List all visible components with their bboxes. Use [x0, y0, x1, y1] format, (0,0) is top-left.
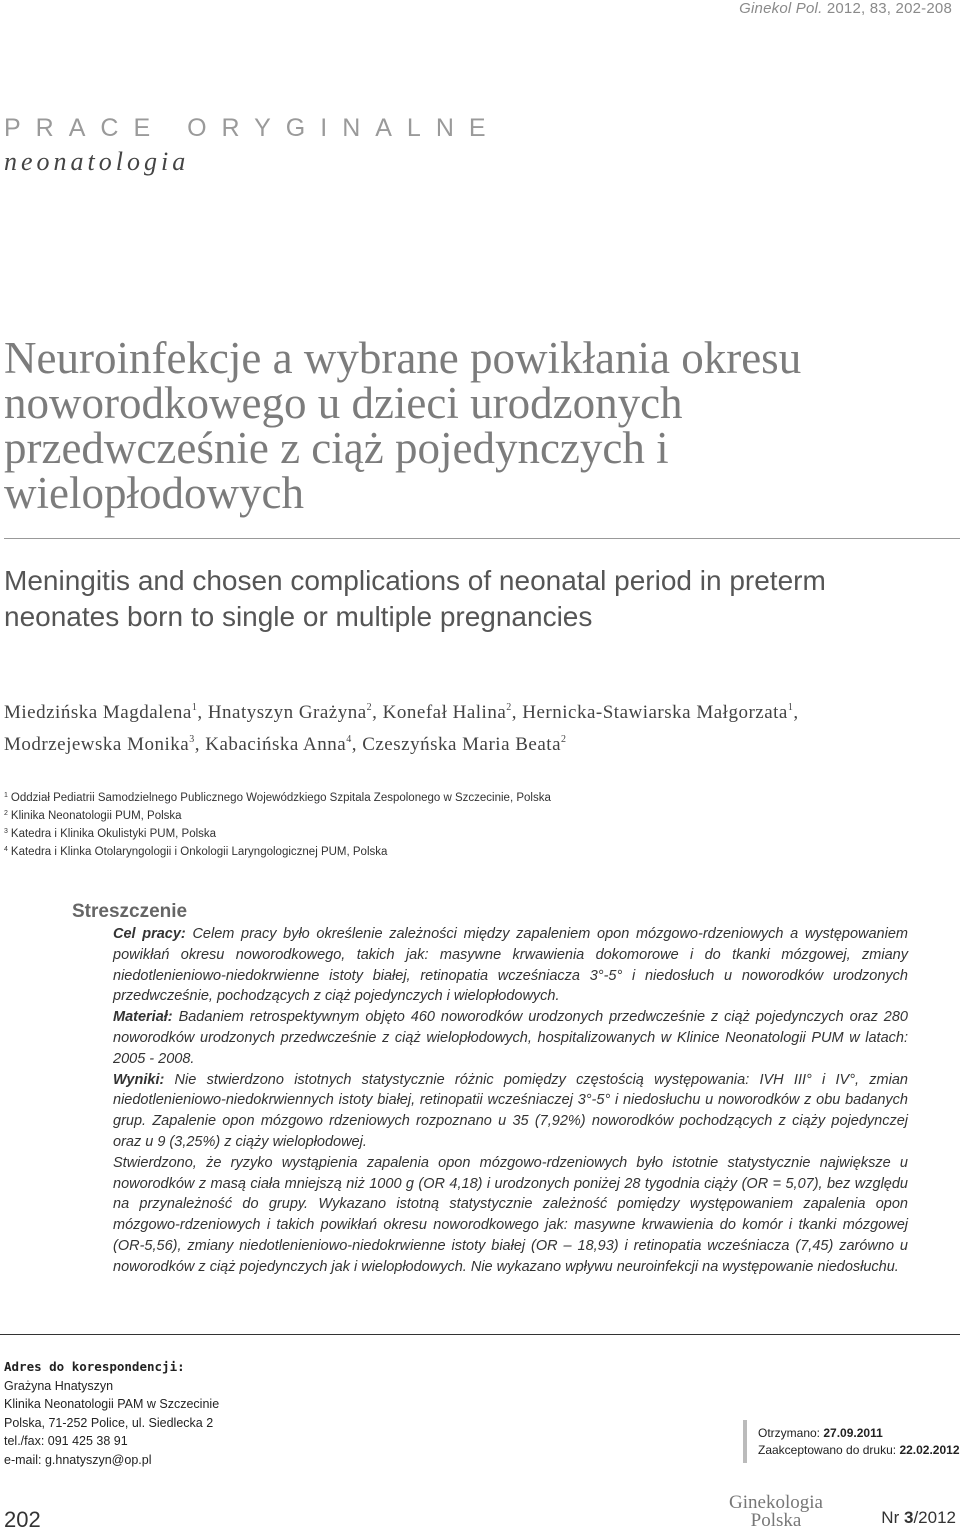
abstract-text: Badaniem retrospektywnym objęto 460 noworodków urodzonych przedwcześnie z ciąż pojedynczych oraz 280 noworodków urodzonych przedwcześnie z ciąż wielopłodowych, hospitalizowanych w Klinice Neonatologii PUM w latach: 2005 - 2008. — [113, 1009, 908, 1067]
affiliation-number: 3 — [4, 828, 8, 835]
journal-name: Ginekol Pol. — [739, 0, 823, 17]
affiliation-item — [4, 842, 551, 860]
abstract-text: Celem pracy było określenie zależności między zapaleniem opon mózgowo-rdzeniowych a występowaniem powikłań okresu noworodkowego, takich jak: masywne krwawienia dokomorowe i do tkanki mózgowej, zmiany niedotlenieniowo-niedokrwienne istoty białej, retinopatia wcześniacza 3°-5° i niedosłuch u noworodków urodzonych przedwcześnie, pochodzących z ciąż pojedynczych i wielopłodowych. — [113, 926, 908, 1005]
page-number: 202 — [4, 1507, 41, 1532]
logo-line: Ginekologia — [729, 1492, 823, 1513]
affiliation-text: Oddział Pediatrii Samodzielnego Publicznego Wojewódzkiego Szpitala Zespolonego w Szczecinie, Polska — [10, 792, 551, 804]
author-separator: , — [793, 702, 799, 723]
affiliation-number: 4 — [4, 846, 8, 853]
abstract-paragraph-results — [113, 1070, 908, 1153]
author-name: Hnatyszyn Grażyna — [207, 702, 367, 723]
section-label: PRACE ORYGINALNE — [4, 114, 501, 142]
journal-volume-pages: 2012, 83, 202-208 — [826, 0, 952, 17]
correspondence-heading: Adres do korespondencji: — [4, 1359, 185, 1374]
issue-num: 3 — [903, 1508, 914, 1527]
issue-label: Nr — [881, 1508, 900, 1527]
title-divider — [4, 538, 960, 539]
author-separator: , — [197, 702, 208, 723]
correspondence-line: Grażyna Hnatyszyn — [4, 1378, 114, 1393]
issue-year: /2012 — [913, 1508, 956, 1527]
correspondence-line: tel./fax: 091 425 38 91 — [4, 1434, 128, 1448]
affiliation-text: Katedra i Klinika Okulistyki PUM, Polska — [10, 828, 217, 840]
correspondence-line: Klinika Neonatologii PAM w Szczecinie — [4, 1397, 220, 1411]
affiliation-item — [4, 824, 551, 842]
author-affiliation: 2 — [561, 734, 567, 745]
footer-divider — [0, 1334, 960, 1335]
author — [383, 702, 523, 723]
article-title-english: Meningitis and chosen complications of neonatal period in preterm neonates born to single or multiple pregnancies — [4, 565, 826, 632]
article-title-polish: Neuroinfekcje a wybrane powikłania okresu noworodkowego u dzieci urodzonych przedwcześnie z ciąż pojedynczych i wielopłodowych — [4, 333, 802, 518]
received-date-row — [758, 1425, 960, 1442]
author-affiliation: 3 — [189, 734, 195, 745]
affiliation-text: Katedra i Klinka Otolaryngologii i Onkologii Laryngologicznej PUM, Polska — [10, 846, 388, 858]
accepted-date-row — [758, 1442, 960, 1459]
author — [4, 734, 205, 755]
accepted-date: 22.02.2012 — [899, 1443, 960, 1457]
author-separator: , — [194, 734, 206, 755]
author-name: Modrzejewska Monika — [4, 734, 190, 755]
affiliation-list — [4, 788, 551, 860]
author-affiliation: 2 — [506, 702, 512, 713]
dates-accent-bar — [743, 1420, 747, 1463]
dates-block — [758, 1425, 960, 1459]
author — [362, 734, 566, 755]
abstract-paragraph-material — [113, 1007, 908, 1069]
affiliation-number: 1 — [4, 792, 8, 799]
author-name: Czeszyńska Maria Beata — [362, 734, 562, 755]
author — [4, 702, 208, 723]
author-affiliation: 1 — [787, 702, 794, 713]
author — [522, 702, 798, 723]
abstract-text: Stwierdzono, że ryzyko wystąpienia zapalenia opon mózgowo-rdzeniowych było istotnie statystycznie największe u noworodków z masą ciała mniejszą niż 1000 g (OR 4,18) i urodzonych poniżej 28 tygodnia ciąży (OR = 5,07), bez względu na przynależność do grupy. Wykazano istotną statystycznie zależność pomiędzy występowaniem zapalenia opon mózgowo-rdzeniowych i takich powikłań okresu noworodkowego jak: masywne krwawienia do komór i tkanki mózgowej (OR-5,56), zmiany niedotlenieniowo-niedokrwienne istoty białej (OR – 18,93) i retinopatia wcześniacza (7,45) zarówno u noworodków z ciąż pojedynczych jak i wielopłodowych. Nie wykazano wpływu neuroinfekcji na występowanie niedosłuchu. — [113, 1154, 908, 1275]
subsection-label: neonatologia — [4, 147, 190, 176]
abstract-body — [113, 924, 908, 1278]
author-separator: , — [372, 702, 383, 723]
abstract-label: Materiał: — [113, 1009, 173, 1026]
accepted-label: Zaakceptowano do druku: — [758, 1443, 897, 1457]
received-date: 27.09.2011 — [823, 1426, 883, 1440]
correspondence-line: Polska, 71-252 Police, ul. Siedlecka 2 — [4, 1415, 214, 1430]
abstract-label: Cel pracy: — [113, 926, 186, 942]
affiliation-item — [4, 788, 551, 806]
author-separator: , — [351, 734, 363, 755]
logo-line: Polska — [750, 1510, 802, 1531]
abstract-text: Nie stwierdzono istotnych statystycznie różnic pomiędzy częstością występowania: IVH III° i IV°, zmian niedotlenieniowo-niedokrwiennych istoty białej, retinopatii wcześniaczej 3°-5° i niedosłuchu u noworodków z obu badanych grup. Zapalenie opon mózgowo rdzeniowych rozpoznano u 35 (7,92%) noworodków pochodzących z ciąży pojedynczej oraz u 9 (3,25%) z ciąży wielopłodowej. — [113, 1071, 908, 1150]
issue-number — [881, 1508, 956, 1528]
abstract-paragraph-aim — [113, 924, 908, 1007]
journal-reference — [739, 0, 952, 17]
abstract-paragraph-conclusions — [113, 1153, 908, 1278]
abstract-heading: Streszczenie — [72, 901, 188, 922]
author-name: Konefał Halina — [382, 702, 507, 723]
author — [208, 702, 383, 723]
correspondence-email: e-mail: g.hnatyszyn@op.pl — [4, 1452, 152, 1467]
affiliation-item — [4, 806, 551, 824]
author-name: Miedzińska Magdalena — [4, 702, 192, 723]
affiliation-text: Klinika Neonatologii PUM, Polska — [10, 810, 182, 822]
received-label: Otrzymano: — [758, 1426, 821, 1440]
author-affiliation: 4 — [346, 734, 352, 745]
author-list — [4, 694, 944, 758]
author-name: Hernicka-Stawiarska Małgorzata — [522, 702, 788, 723]
abstract-label: Wyniki: — [113, 1071, 165, 1088]
journal-logo — [716, 1494, 836, 1530]
affiliation-number: 2 — [4, 810, 8, 817]
author-affiliation: 1 — [191, 702, 198, 713]
author-name: Kabacińska Anna — [205, 734, 347, 755]
author-affiliation: 2 — [366, 702, 373, 713]
correspondence-block — [4, 1358, 219, 1469]
author — [205, 734, 362, 755]
author-separator: , — [511, 702, 523, 723]
